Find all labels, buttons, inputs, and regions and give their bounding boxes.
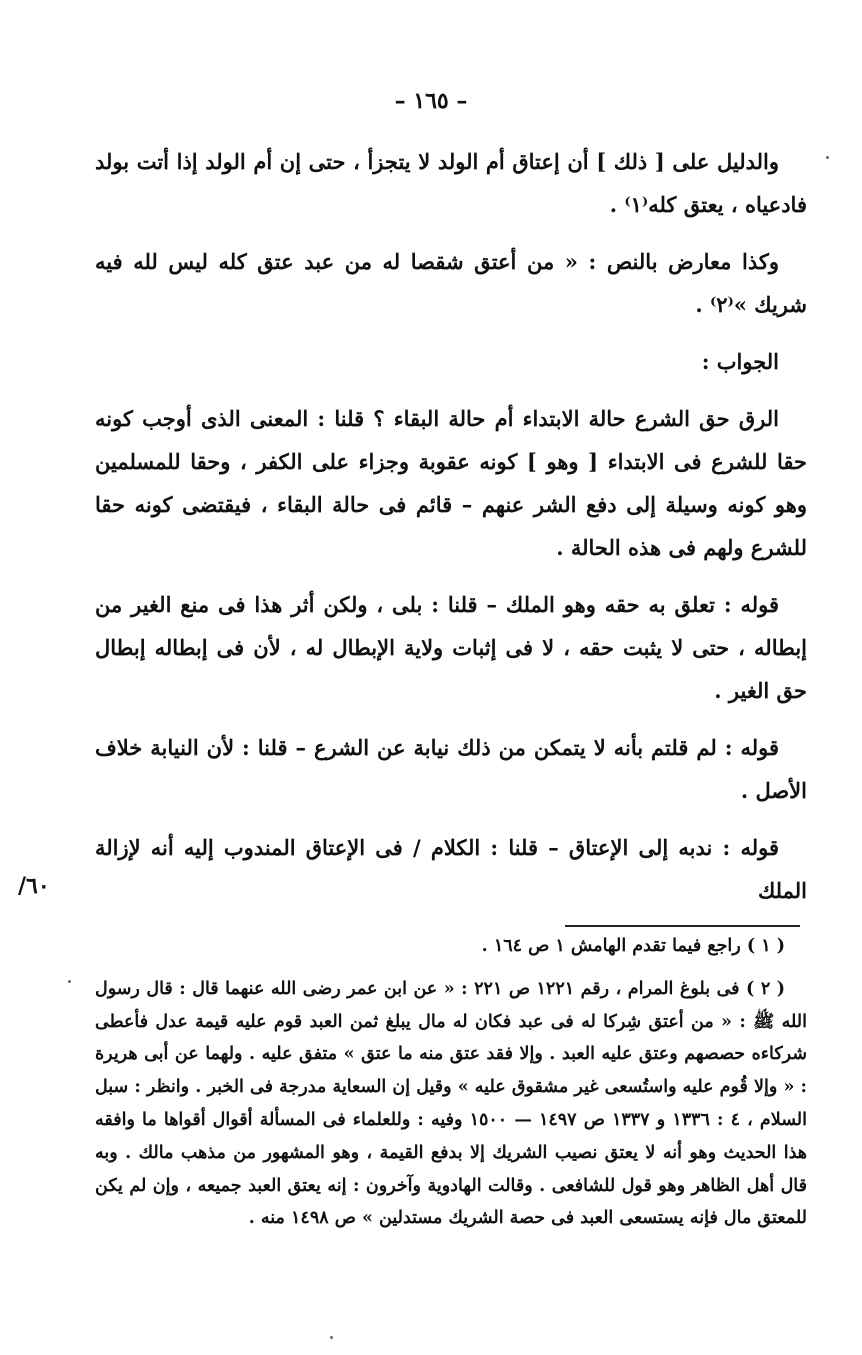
footnote-1: ( ١ ) راجع فيما تقدم الهامش ١ ص ١٦٤ .	[481, 936, 785, 956]
paragraph-6: قوله : ندبه إلى الإعتاق – قلنا : الكلام / فى الإعتاق المندوب إليه أنه لإزالة الملك	[95, 835, 807, 903]
paragraph-4: قوله : تعلق به حقه وهو الملك – قلنا : بلى ، ولكن أثر هذا فى منع الغير من إبطاله ، حتى لا يثبت حقه ، لا فى إثبات ولاية الإبطال له ، لأن فى إبطاله إبطال حق الغير .	[95, 592, 807, 703]
scan-speck	[826, 156, 829, 159]
margin-folio-mark: /٦٠	[18, 873, 50, 899]
page-number: – ١٦٥ –	[394, 88, 468, 114]
paragraph-3: الرق حق الشرع حالة الابتداء أم حالة البقاء ؟ قلنا : المعنى الذى أوجب كونه حقا للشرع فى الابتداء [ وهو ] كونه عقوبة وجزاء على الكفر ، وحقا للمسلمين وهو كونه وسيلة إلى دفع الشر عنهم – قائم فى حالة البقاء ، فيقتضى كونه حقا للشرع ولهم فى هذه الحالة .	[95, 406, 807, 560]
answer-heading: الجواب :	[701, 349, 779, 374]
paragraph-2: وكذا معارض بالنص : « من أعتق شقصا له من عبد عتق كله ليس لله فيه شريك »⁽٢⁾ .	[95, 249, 807, 317]
scan-speck	[330, 1336, 333, 1339]
paragraph-5: قوله : لم قلتم بأنه لا يتمكن من ذلك نيابة عن الشرع – قلنا : لأن النيابة خلاف الأصل .	[95, 735, 807, 803]
scan-speck	[68, 980, 71, 983]
main-text	[95, 140, 807, 926]
footnotes	[95, 930, 807, 1245]
footnote-2: ( ٢ ) فى بلوغ المرام ، رقم ١٢٢١ ص ٢٢١ : « عن ابن عمر رضى الله عنهما قال : قال رسول الله ﷺ : « من أعتق شِركا له فى عبد فكان له مال يبلغ ثمن العبد قوم عليه قيمة عدل فأعطى شركاءه حصصهم وعتق عليه العبد . وإلا فقد عتق منه ما عتق » متفق عليه . ولهما عن أبى هريرة : « وإلا قُوم عليه واستُسعى غير مشقوق عليه » وقيل إن السعاية مدرجة فى الخبر . وانظر : سبل السلام ، ٤ : ١٣٣٦ و ١٣٣٧ ص ١٤٩٧ — ١٥٠٠ وفيه : وللعلماء فى المسألة أقوال أقواها ما وافقه هذا الحديث وهو أنه لا يعتق نصيب الشريك إلا بدفع القيمة ، وهو المشهور من مذهب مالك . وبه قال أهل الظاهر وهو قول للشافعى . وقالت الهادوية وآخرون : إنه يعتق العبد جميعه ، وإن لم يكن للمعتق مال فإنه يستسعى العبد فى حصة الشريك مستدلين » ص ١٤٩٨ منه .	[95, 978, 808, 1229]
paragraph-1: والدليل على [ ذلك ] أن إعتاق أم الولد لا يتجزأ ، حتى إن أم الولد إذا أتت بولد فادعياه ، يعتق كله⁽١⁾ .	[95, 149, 807, 217]
footnote-separator	[565, 925, 800, 927]
